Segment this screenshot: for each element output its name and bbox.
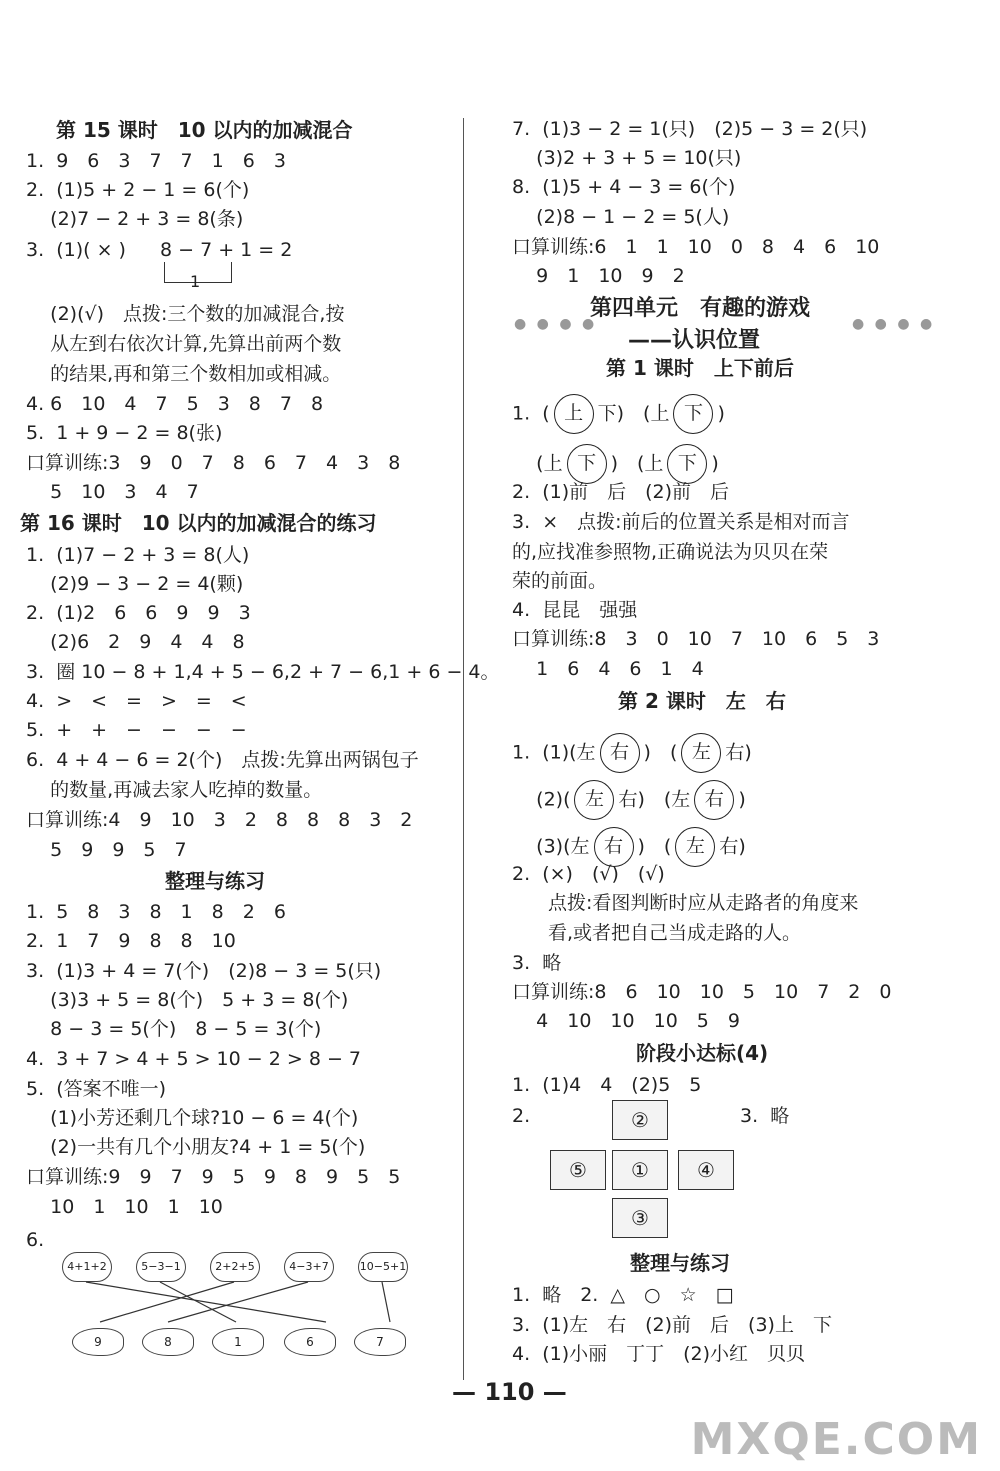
l16-q6a: 6. 4 + 4 − 6 = 2(个) 点拨:先算出两锅包子 xyxy=(26,749,419,771)
rev-q5c: (2)一共有几个小朋友?4 + 1 = 5(个) xyxy=(26,1136,366,1158)
circled-answer: 下 xyxy=(567,444,607,484)
circled-answer: 右 xyxy=(600,733,640,773)
rev-q4: 4. 3 + 7 > 4 + 5 > 10 − 2 > 8 − 7 xyxy=(26,1048,361,1070)
l16-q1a: 1. (1)7 − 2 + 3 = 8(人) xyxy=(26,544,250,566)
rev-q5b: (1)小芳还剩几个球?10 − 6 = 4(个) xyxy=(26,1107,359,1129)
position-box: ② xyxy=(612,1100,668,1140)
fish-number: 7 xyxy=(354,1328,406,1356)
text: (3)(左 xyxy=(512,835,590,858)
u1-q3b: 的,应找准参照物,正确说法为贝贝在荣 xyxy=(512,541,829,563)
stage-title: 阶段小达标(4) xyxy=(636,1041,769,1065)
l16-q6b: 的数量,再减去家人吃掉的数量。 xyxy=(26,779,323,801)
l16-q2b: (2)6 2 9 4 4 8 xyxy=(26,631,245,653)
text: ) xyxy=(717,402,725,425)
u1-q3c: 荣的前面。 xyxy=(512,570,608,592)
l15-q3-expr: 8 − 7 + 1 = 2 xyxy=(160,239,293,261)
l15-q4: 4. 6 10 4 7 5 3 8 7 8 xyxy=(26,393,324,415)
rev-q3a: 3. (1)3 + 4 = 7(个) (2)8 − 3 = 5(只) xyxy=(26,960,382,982)
l15-q3b-1: (2)(√) 点拨:三个数的加减混合,按 xyxy=(26,303,345,325)
u1-oral-1: 口算训练:8 3 0 10 7 10 6 5 3 xyxy=(512,628,880,650)
circled-answer: 右 xyxy=(594,827,634,867)
l15-q1: 1. 9 6 3 7 7 1 6 3 xyxy=(26,150,286,172)
watermark: MXQE.COM xyxy=(690,1414,982,1465)
cat-expression: 10−5+1 xyxy=(358,1252,408,1282)
unit-title: 第四单元 有趣的游戏 xyxy=(590,296,811,321)
position-box: ④ xyxy=(678,1150,734,1190)
u2-q1-row2 xyxy=(512,780,746,820)
l15-q3b-2: 从左到右依次计算,先算出前两个数 xyxy=(26,333,342,355)
circled-answer: 左 xyxy=(675,827,715,867)
l15-q5: 5. 1 + 9 − 2 = 8(张) xyxy=(26,422,223,444)
text: ) ( xyxy=(637,835,672,858)
u2-oral-1: 口算训练:8 6 10 10 5 10 7 2 0 xyxy=(512,981,892,1003)
u2-title: 第 2 课时 左 右 xyxy=(618,689,786,713)
rev-q1: 1. 5 8 3 8 1 8 2 6 xyxy=(26,901,286,923)
circled-answer: 左 xyxy=(574,780,614,820)
u2-q3: 3. 略 xyxy=(512,952,562,974)
fish-number: 6 xyxy=(284,1328,336,1356)
r-q8a: 8. (1)5 + 4 − 3 = 6(个) xyxy=(512,176,736,198)
rev2-q1-2: 1. 略 2. △ ○ ☆ □ xyxy=(512,1284,734,1306)
text: (2)( xyxy=(512,788,571,811)
u1-q1-row1 xyxy=(512,394,725,434)
u2-q2: 2. (×) (√) (√) xyxy=(512,863,665,885)
fish-number: 8 xyxy=(142,1328,194,1356)
u1-q1-row2 xyxy=(512,444,719,484)
fish-number: 1 xyxy=(212,1328,264,1356)
text: 右) (左 xyxy=(618,788,691,811)
l16-q1b: (2)9 − 3 − 2 = 4(颗) xyxy=(26,573,244,595)
l15-q3b-3: 的结果,再和第三个数相加或相减。 xyxy=(26,363,342,385)
l15-oral-1: 口算训练:3 9 0 7 8 6 7 4 3 8 xyxy=(26,452,401,474)
circled-answer: 下 xyxy=(673,394,713,434)
decor-dots-right: ● ● ● ● xyxy=(852,316,936,332)
l15-q3-partial: 1 xyxy=(190,272,201,291)
u2-q2-tip-1: 点拨:看图判断时应从走路者的角度来 xyxy=(548,892,859,914)
l16-q3: 3. 圈 10 − 8 + 1,4 + 5 − 6,2 + 7 − 6,1 + 6 − 4。 xyxy=(26,661,500,683)
rev-q6: 6. xyxy=(26,1229,45,1251)
st-q2: 2. xyxy=(512,1105,531,1127)
rev2-q4: 4. (1)小丽 丁丁 (2)小红 贝贝 xyxy=(512,1343,806,1365)
cat-expression: 4−3+7 xyxy=(284,1252,334,1282)
text: ) (上 xyxy=(610,452,664,475)
lesson-15-title: 第 15 课时 10 以内的加减混合 xyxy=(56,118,353,142)
st-q1: 1. (1)4 4 (2)5 5 xyxy=(512,1074,702,1096)
text: ) ( xyxy=(643,741,678,764)
l16-q2a: 2. (1)2 6 6 9 9 3 xyxy=(26,602,251,624)
circled-answer: 下 xyxy=(667,444,707,484)
position-box: ⑤ xyxy=(550,1150,606,1190)
position-box: ③ xyxy=(612,1198,668,1238)
r-q7a: 7. (1)3 − 2 = 1(只) (2)5 − 3 = 2(只) xyxy=(512,118,868,140)
review-title: 整理与练习 xyxy=(165,869,265,893)
cat-expression: 4+1+2 xyxy=(62,1252,112,1282)
text: (上 xyxy=(512,452,563,475)
column-divider xyxy=(463,118,464,1380)
cat-expression: 5−3−1 xyxy=(136,1252,186,1282)
text: 右) xyxy=(719,835,746,858)
review2-title: 整理与练习 xyxy=(630,1251,730,1275)
l16-oral-1: 口算训练:4 9 10 3 2 8 8 8 3 2 xyxy=(26,809,413,831)
u2-oral-2: 4 10 10 10 5 9 xyxy=(512,1010,740,1032)
cat-expression: 2+2+5 xyxy=(210,1252,260,1282)
u2-q2-tip-2: 看,或者把自己当成走路的人。 xyxy=(548,922,802,944)
lesson-16-title: 第 16 课时 10 以内的加减混合的练习 xyxy=(20,511,377,535)
u2-q1-row1 xyxy=(512,733,752,773)
rev2-q3: 3. (1)左 右 (2)前 后 (3)上 下 xyxy=(512,1314,832,1336)
rev-q3c: 8 − 3 = 5(个) 8 − 5 = 3(个) xyxy=(26,1018,322,1040)
text: 1. ( xyxy=(512,402,550,425)
page-number: — 110 — xyxy=(452,1378,567,1406)
st-q3: 3. 略 xyxy=(740,1105,790,1127)
u1-q3a: 3. × 点拨:前后的位置关系是相对而言 xyxy=(512,511,850,533)
r-q8b: (2)8 − 1 − 2 = 5(人) xyxy=(512,206,730,228)
u1-title: 第 1 课时 上下前后 xyxy=(606,356,794,380)
rev-q3b: (3)3 + 5 = 8(个) 5 + 3 = 8(个) xyxy=(26,989,349,1011)
l15-oral-2: 5 10 3 4 7 xyxy=(26,481,199,503)
decor-dots-left: ● ● ● ● xyxy=(514,316,598,332)
l16-oral-2: 5 9 9 5 7 xyxy=(26,839,187,861)
u2-q1-row3 xyxy=(512,827,746,867)
matching-lines xyxy=(0,0,450,1400)
fish-number: 9 xyxy=(72,1328,124,1356)
text: ) xyxy=(711,452,719,475)
l16-q4: 4. > < = > = < xyxy=(26,690,247,712)
rev-q5a: 5. (答案不唯一) xyxy=(26,1078,167,1100)
u1-oral-2: 1 6 4 6 1 4 xyxy=(512,658,704,680)
text: 1. (1)(左 xyxy=(512,741,596,764)
rev-oral-2: 10 1 10 1 10 xyxy=(26,1196,223,1218)
text: 下) (上 xyxy=(597,402,670,425)
text: ) xyxy=(738,788,746,811)
l15-q3a: 3. (1)( × ) xyxy=(26,239,126,261)
position-box: ① xyxy=(612,1150,668,1190)
r-oral-1: 口算训练:6 1 1 10 0 8 4 6 10 xyxy=(512,236,880,258)
rev-q2: 2. 1 7 9 8 8 10 xyxy=(26,930,236,952)
u1-q4: 4. 昆昆 强强 xyxy=(512,599,638,621)
r-oral-2: 9 1 10 9 2 xyxy=(512,265,685,287)
u1-q2: 2. (1)前 后 (2)前 后 xyxy=(512,481,730,503)
circled-answer: 左 xyxy=(681,733,721,773)
l15-q2a: 2. (1)5 + 2 − 1 = 6(个) xyxy=(26,179,250,201)
circled-answer: 右 xyxy=(694,780,734,820)
r-q7b: (3)2 + 3 + 5 = 10(只) xyxy=(512,147,742,169)
l15-q2b: (2)7 − 2 + 3 = 8(条) xyxy=(26,208,244,230)
l16-q5: 5. + + − − − − xyxy=(26,719,247,741)
circled-answer: 上 xyxy=(554,394,594,434)
text: 右) xyxy=(725,741,752,764)
unit-subtitle: ——认识位置 xyxy=(628,328,761,353)
rev-oral-1: 口算训练:9 9 7 9 5 9 8 9 5 5 xyxy=(26,1166,401,1188)
